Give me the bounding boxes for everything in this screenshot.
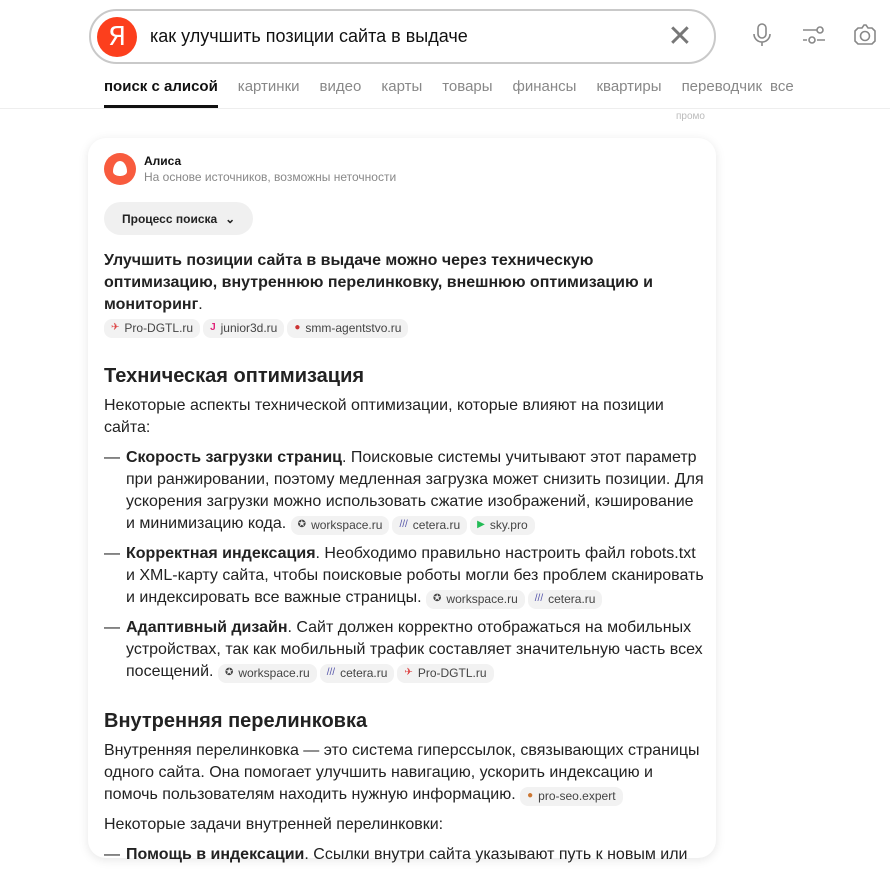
- source-chip[interactable]: [520, 787, 622, 806]
- source-chip[interactable]: [320, 664, 395, 683]
- tab-translator[interactable]: переводчик: [681, 78, 763, 95]
- source-chip[interactable]: [528, 590, 603, 609]
- source-label: cetera.ru: [340, 666, 388, 680]
- summary: [104, 250, 704, 338]
- list-item: [104, 617, 704, 683]
- site-icon: J: [210, 322, 216, 333]
- search-bar: [89, 9, 716, 64]
- section-heading: Техническая оптимизация: [104, 365, 365, 387]
- source-label: junior3d.ru: [220, 321, 278, 335]
- source-chip[interactable]: [426, 590, 525, 609]
- source-chip[interactable]: [291, 516, 390, 535]
- yandex-logo[interactable]: Я: [97, 17, 137, 57]
- source-chip[interactable]: [397, 664, 493, 683]
- site-icon: ✪: [224, 667, 234, 678]
- tab-maps[interactable]: карты: [381, 78, 423, 95]
- promo-label: промо: [676, 111, 705, 122]
- tab-products[interactable]: товары: [442, 78, 493, 95]
- search-input[interactable]: как улучшить позиции сайта в выдаче: [150, 26, 468, 46]
- search-process-button[interactable]: [104, 202, 253, 235]
- source-label: sky.pro: [489, 518, 528, 532]
- list-item: [104, 844, 704, 866]
- clear-icon[interactable]: ✕: [667, 20, 693, 53]
- divider: [0, 108, 890, 109]
- item-text: . Сайт должен корректно отображаться на мобильных устройствах, так как мобильный трафик составляет значительную часть всех посещений.: [126, 619, 703, 680]
- search-process-label: Процесс поиска: [122, 211, 218, 226]
- answer-content: [104, 250, 704, 874]
- source-label: Pro-DGTL.ru: [124, 321, 194, 335]
- item-title: Корректная индексация: [126, 545, 316, 562]
- site-icon: ✪: [433, 593, 442, 604]
- source-chip[interactable]: [392, 516, 467, 535]
- item-text: . Необходимо правильно настроить файл robots.txt и XML-карту сайта, чтобы поисковые роботы могли без проблем сканировать и индексировать все важные страницы.: [126, 545, 704, 606]
- tab-alice[interactable]: поиск с алисой: [104, 78, 218, 108]
- tab-video[interactable]: видео: [319, 78, 362, 95]
- source-label: cetera.ru: [412, 518, 461, 532]
- site-icon: ▶: [477, 519, 485, 530]
- chevron-down-icon: ⌄: [225, 211, 236, 226]
- source-label: smm-agentstvo.ru: [305, 321, 402, 335]
- source-label: pro-seo.expert: [538, 789, 616, 803]
- site-icon: ///: [534, 593, 544, 604]
- item-title: Скорость загрузки страниц: [126, 449, 343, 466]
- site-icon: ✈: [404, 667, 413, 678]
- list: [104, 844, 704, 866]
- source-label: cetera.ru: [548, 592, 596, 606]
- source-chip[interactable]: [203, 319, 284, 338]
- intro-text: Внутренняя перелинковка — это система гиперссылок, связывающих страницы одного сайта. Она помогает улучшить навигацию, ускорить индексацию и помочь пользователям находить нужную информацию.: [104, 742, 700, 803]
- site-icon: ✈: [111, 322, 120, 333]
- source-chip[interactable]: [470, 516, 535, 535]
- summary-end: .: [198, 296, 203, 313]
- summary-text: Улучшить позиции сайта в выдаче можно через техническую оптимизацию, внутреннюю перелинковку, внешнюю оптимизацию и мониторинг: [104, 252, 653, 313]
- source-label: workspace.ru: [446, 592, 518, 606]
- filters-icon[interactable]: [801, 22, 827, 48]
- source-chip[interactable]: [218, 664, 317, 683]
- list-item: [104, 543, 704, 609]
- microphone-icon[interactable]: [749, 22, 775, 48]
- list: [104, 447, 704, 683]
- alice-name: Алиса: [144, 154, 182, 168]
- site-icon: ●: [294, 322, 301, 333]
- item-title: Адаптивный дизайн: [126, 619, 288, 636]
- alice-answer-card: [88, 138, 716, 863]
- source-label: Pro-DGTL.ru: [417, 666, 487, 680]
- site-icon: ✪: [297, 519, 307, 530]
- source-chip[interactable]: [287, 319, 408, 338]
- source-label: workspace.ru: [311, 518, 383, 532]
- tab-finance[interactable]: финансы: [512, 78, 577, 95]
- alice-disclaimer: На основе источников, возможны неточности: [144, 170, 397, 184]
- item-text: . Ссылки внутри сайта указывают путь к новым или: [304, 846, 688, 863]
- site-icon: ///: [326, 667, 336, 678]
- alice-icon: [104, 153, 136, 185]
- section-heading: Внутренняя перелинковка: [104, 710, 368, 732]
- tab-images[interactable]: картинки: [237, 78, 300, 95]
- tab-all[interactable]: все: [770, 78, 794, 95]
- list-item: [104, 447, 704, 535]
- source-label: workspace.ru: [238, 666, 310, 680]
- source-chip[interactable]: [104, 319, 200, 338]
- tab-apartments[interactable]: квартиры: [596, 78, 662, 95]
- site-icon: ///: [399, 519, 408, 530]
- site-icon: ●: [527, 790, 534, 801]
- item-text: . Поисковые системы учитывают этот параметр при ранжировании, поэтому медленная загрузка может снизить позиции. Для ускорения загрузки можно использовать сжатие изображений, кэширование и минимизацию кода.: [126, 449, 704, 532]
- tasks-intro: Некоторые задачи внутренней перелинковки:: [104, 816, 444, 833]
- section-intro: [104, 740, 704, 806]
- search-tabs: [104, 78, 814, 108]
- item-title: Помощь в индексации: [126, 846, 305, 863]
- camera-icon[interactable]: [852, 22, 878, 48]
- section-intro: Некоторые аспекты технической оптимизации, которые влияют на позиции сайта:: [104, 397, 664, 436]
